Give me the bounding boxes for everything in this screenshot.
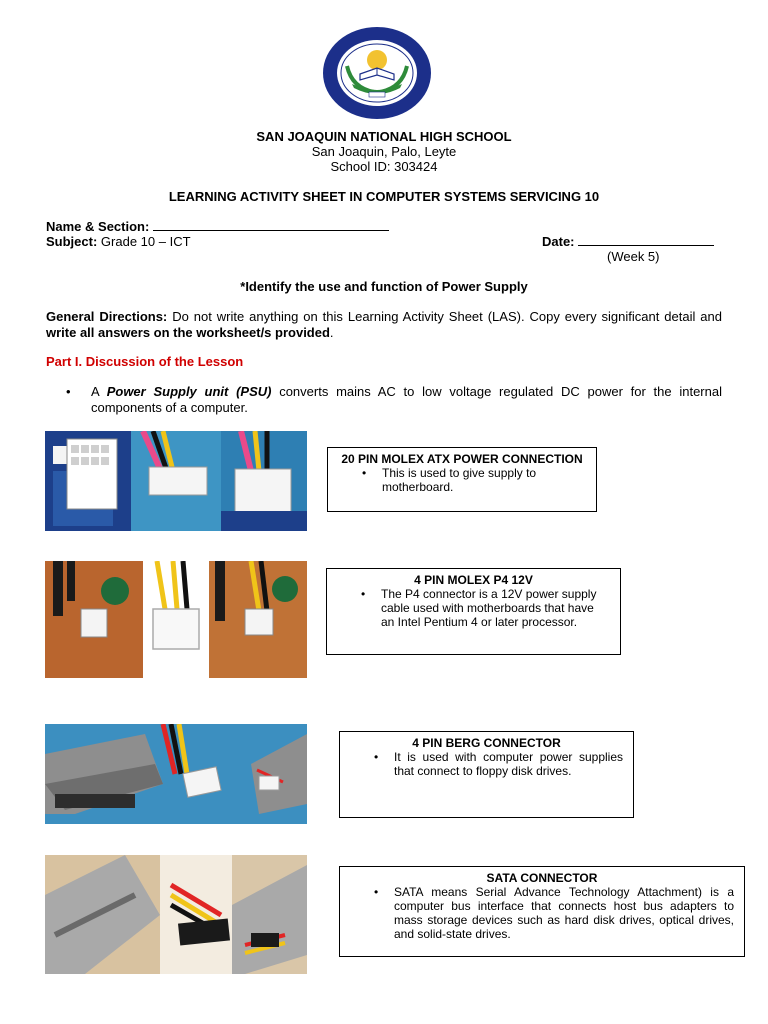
date-label: Date: — [542, 234, 575, 249]
subject-field — [46, 234, 191, 250]
bullet-icon: • — [374, 750, 379, 764]
bullet-icon: • — [361, 587, 366, 601]
name-section-label: Name & Section: — [46, 219, 150, 234]
bullet-icon: • — [374, 885, 379, 899]
connector-desc: SATA means Serial Advance Technology Attachment) is a computer bus interface that connects host bus adapters to mass storage devices such as hard disk drives, optical drives, and solid-state drives. — [394, 885, 734, 941]
directions-text: Do not write anything on this Learning Activity Sheet (LAS). Copy every significant detail and — [167, 309, 722, 324]
connector-title: 20 PIN MOLEX ATX POWER CONNECTION — [341, 452, 583, 466]
school-id: School ID: 303424 — [330, 159, 438, 174]
bullet-icon: • — [66, 384, 71, 399]
directions-bold: write all answers on the worksheet/s provided — [46, 325, 330, 340]
atx-connector-photo — [45, 431, 307, 531]
p4-connector-photo — [45, 561, 307, 678]
berg-connector-photo — [45, 724, 307, 824]
connector-box-sata — [339, 866, 745, 957]
date-field — [542, 234, 714, 250]
document-title: LEARNING ACTIVITY SHEET IN COMPUTER SYSTEMS SERVICING 10 — [168, 189, 600, 204]
subject-label: Subject: — [46, 234, 98, 249]
directions-end: . — [329, 325, 334, 340]
connector-title: SATA CONNECTOR — [486, 871, 598, 885]
general-directions — [46, 309, 722, 341]
objective: *Identify the use and function of Power Supply — [240, 279, 528, 294]
school-name: SAN JOAQUIN NATIONAL HIGH SCHOOL — [256, 129, 512, 144]
connector-title: 4 PIN MOLEX P4 12V — [414, 573, 533, 587]
school-address: San Joaquin, Palo, Leyte — [311, 144, 457, 159]
connector-box-atx — [327, 447, 597, 512]
subject-value: Grade 10 – ICT — [100, 234, 191, 249]
bullet-icon: • — [362, 466, 367, 480]
name-section-field — [46, 219, 389, 235]
connector-box-berg — [339, 731, 634, 818]
psu-intro — [91, 384, 722, 416]
sata-connector-photo — [45, 855, 307, 974]
connector-box-p4 — [326, 568, 621, 655]
connector-desc: This is used to give supply to motherboard. — [382, 466, 537, 494]
school-seal-icon — [322, 26, 432, 120]
week-label: (Week 5) — [607, 249, 660, 264]
connector-title: 4 PIN BERG CONNECTOR — [412, 736, 561, 750]
psu-term: Power Supply unit (PSU) — [106, 384, 272, 399]
connector-desc: It is used with computer power supplies that connect to floppy disk drives. — [394, 750, 623, 778]
part-one-heading: Part I. Discussion of the Lesson — [46, 354, 244, 369]
directions-label: General Directions: — [46, 309, 168, 324]
date-blank — [578, 234, 714, 246]
intro-prefix: A — [91, 384, 107, 399]
connector-desc: The P4 connector is a 12V power supply cable used with motherboards that have an Intel Pentium 4 or later processor. — [381, 587, 597, 629]
name-section-blank — [153, 219, 389, 231]
intro-text: converts mains AC to low voltage regulated DC power for the internal components of a computer. — [91, 384, 722, 415]
